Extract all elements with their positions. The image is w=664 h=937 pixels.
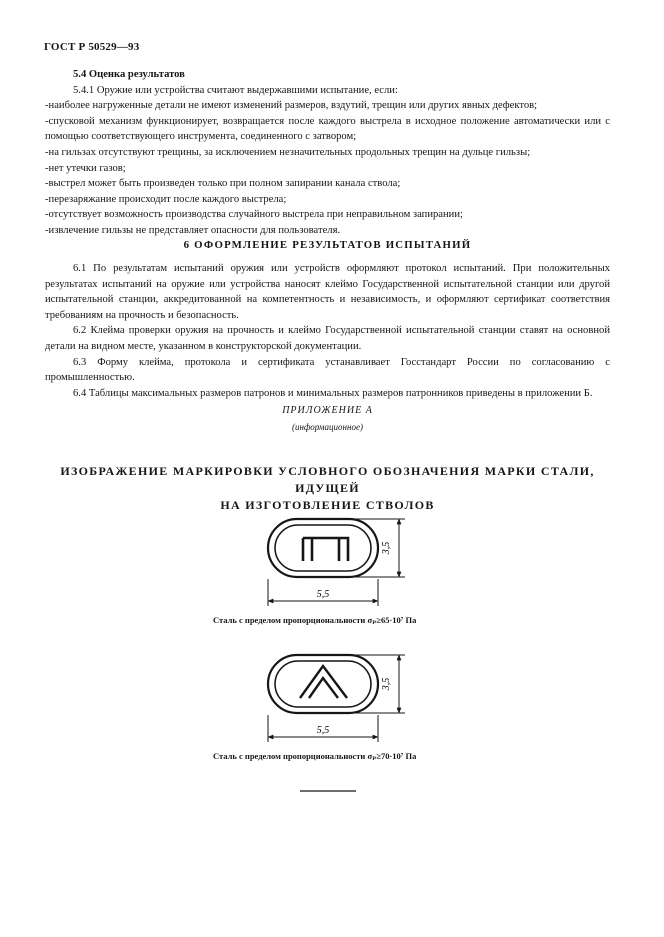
criteria-item: -отсутствует возможность производства случайного выстрела при неправильном запирании;: [45, 209, 463, 221]
figure-caption-1: Сталь с пределом пропорциональности σₚ≥65·10⁷ Па: [213, 615, 417, 625]
section-heading-5-4: 5.4 Оценка результатов: [73, 69, 185, 80]
page-header: ГОСТ Р 50529—93: [44, 41, 140, 53]
criteria-item: -на гильзах отсутствуют трещины, за исключением незначительных продольных трещин на дульце гильзы;: [45, 146, 531, 158]
letter-l-glyph: [300, 666, 347, 698]
dimension-width: 5,5: [316, 589, 330, 600]
appendix-title-line-2: НА ИЗГОТОВЛЕНИЕ СТВОЛОВ: [220, 498, 435, 512]
clause-6-2: 6.2 Клейма проверки оружия на прочность и клеймо Государственной испытательной станции ставят на основной детали на видном месте, указанном в конструкторской документации.: [45, 325, 610, 352]
clause-5-4-1: 5.4.1 Оружие или устройства считают выдержавшими испытание, если:: [73, 84, 398, 96]
dimension-height: 3,5: [381, 677, 392, 691]
criteria-item: -спусковой механизм функционирует, возвращается после каждого выстрела в исходное положение автоматически или с помощью соответствующего инструмента, соединенного с затвором;: [45, 115, 610, 143]
steel-mark-outline: [268, 655, 378, 713]
clause-6-4: 6.4 Таблицы максимальных размеров патронов и минимальных размеров патронников приведены в приложении Б.: [73, 387, 593, 399]
appendix-title-line-1: ИЗОБРАЖЕНИЕ МАРКИРОВКИ УСЛОВНОГО ОБОЗНАЧЕНИЯ МАРКИ СТАЛИ, ИДУЩЕЙ: [60, 464, 595, 495]
criteria-item: -наиболее нагруженные детали не имеют изменений размеров, вздутий, трещин или других явных дефектов;: [45, 100, 538, 112]
clause-6-1: 6.1 По результатам испытаний оружия или устройств оформляют протокол испытаний. При положительных результатах испытаний на оружие или устройства наносят клеймо Государственной испытательной станции или другой испытательной станции, аккредитованной на компетентность и независимость, и оформляют сертификат соответствия требованиям на прочность и безопасность.: [45, 263, 610, 321]
dimension-lines: [268, 655, 405, 742]
criteria-item: -извлечение гильзы не представляет опасности для пользователя.: [45, 224, 341, 236]
section-heading-6: 6 ОФОРМЛЕНИЕ РЕЗУЛЬТАТОВ ИСПЫТАНИЙ: [183, 239, 472, 251]
figure-caption-2: Сталь с пределом пропорциональности σₚ≥70·10⁷ Па: [213, 751, 417, 761]
appendix-type: (информационное): [292, 422, 363, 432]
clause-6-3: 6.3 Форму клейма, протокола и сертификата устанавливает Госстандарт России по согласованию с промышленностью.: [45, 356, 610, 384]
criteria-item: -перезаряжание происходит после каждого выстрела;: [45, 193, 287, 205]
dimension-width: 5,5: [316, 725, 330, 736]
criteria-item: -нет утечки газов;: [45, 162, 126, 174]
criteria-item: -выстрел может быть произведен только при полном запирании канала ствола;: [45, 178, 401, 190]
appendix-label: ПРИЛОЖЕНИЕ А: [282, 405, 373, 416]
dimension-height: 3,5: [381, 541, 392, 555]
